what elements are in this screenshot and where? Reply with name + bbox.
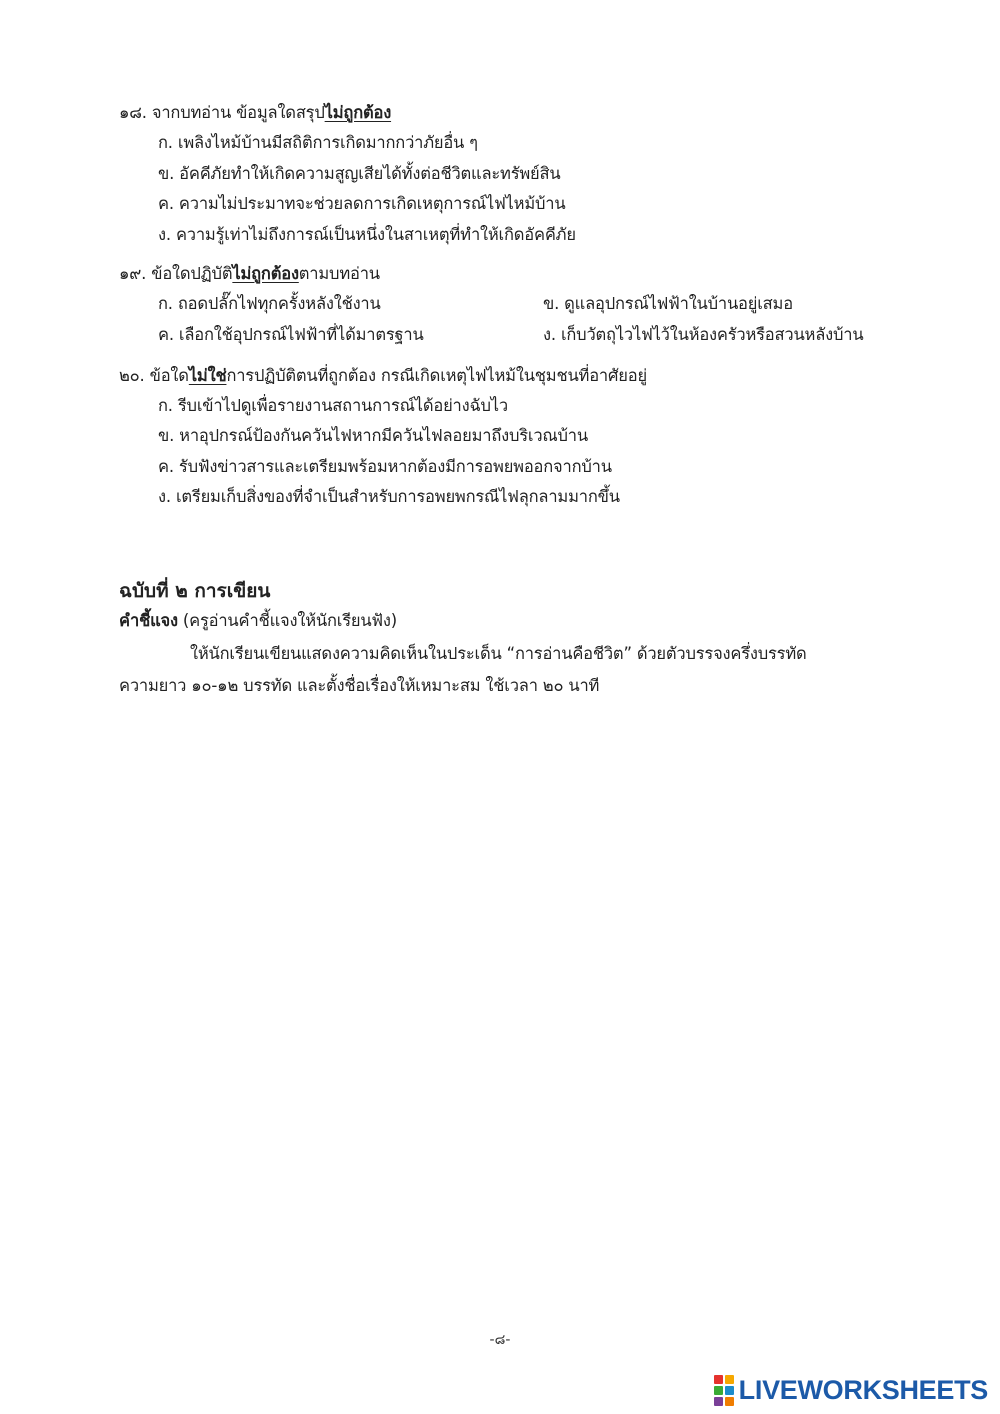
question-20-option-d: ง. เตรียมเก็บสิ่งของที่จำเป็นสำหรับการอพยพกรณีไฟลุกลามมากขึ้น xyxy=(158,487,620,506)
logo-block-1 xyxy=(714,1375,723,1384)
liveworksheets-brand xyxy=(714,1373,988,1407)
brand-name: LIVEWORKSHEETS xyxy=(738,1374,988,1405)
question-20-text: ๒๐. ข้อใด xyxy=(119,366,189,385)
instruction-label: คำชี้แจง xyxy=(119,611,178,630)
question-18-text: ๑๘. จากบทอ่าน ข้อมูลใดสรุป xyxy=(119,103,325,122)
logo-block-6 xyxy=(725,1397,734,1406)
question-18-option-c: ค. ความไม่ประมาทจะช่วยลดการเกิดเหตุการณ์ไฟไหม้บ้าน xyxy=(158,194,566,213)
logo-block-3 xyxy=(714,1386,723,1395)
question-19 xyxy=(119,263,380,285)
question-20-keyword: ไม่ใช่ xyxy=(188,366,227,385)
instruction-paragraph-line-1: ให้นักเรียนเขียนแสดงความคิดเห็นในประเด็น “การอ่านคือชีวิต” ด้วยตัวบรรจงครึ่งบรรทัด xyxy=(190,644,807,663)
logo-block-4 xyxy=(725,1386,734,1395)
liveworksheets-logo-icon xyxy=(714,1375,734,1406)
question-18-keyword: ไม่ถูกต้อง xyxy=(324,103,392,122)
question-20-option-b: ข. หาอุปกรณ์ป้องกันควันไฟหากมีควันไฟลอยมาถึงบริเวณบ้าน xyxy=(158,426,588,445)
question-18 xyxy=(119,102,391,124)
question-19-option-c: ค. เลือกใช้อุปกรณ์ไฟฟ้าที่ได้มาตรฐาน xyxy=(158,325,424,344)
question-18-option-b: ข. อัคคีภัยทำให้เกิดความสูญเสียได้ทั้งต่อชีวิตและทรัพย์สิน xyxy=(158,164,561,183)
instruction xyxy=(119,610,397,632)
question-19-text: ๑๙. ข้อใดปฏิบัติ xyxy=(119,264,233,283)
logo-block-2 xyxy=(725,1375,734,1384)
question-18-option-a: ก. เพลิงไหม้บ้านมีสถิติการเกิดมากกว่าภัยอื่น ๆ xyxy=(158,133,478,152)
question-20-option-a: ก. รีบเข้าไปดูเพื่อรายงานสถานการณ์ได้อย่างฉับไว xyxy=(158,396,508,415)
question-19-option-b: ข. ดูแลอุปกรณ์ไฟฟ้าในบ้านอยู่เสมอ xyxy=(543,294,793,313)
section-title: ฉบับที่ ๒ การเขียน xyxy=(119,580,271,602)
logo-block-5 xyxy=(714,1397,723,1406)
instruction-paragraph-line-2: ความยาว ๑๐-๑๒ บรรทัด และตั้งชื่อเรื่องให้เหมาะสม ใช้เวลา ๒๐ นาที xyxy=(119,676,600,695)
page-number: -๘- xyxy=(489,1332,511,1348)
question-20 xyxy=(119,365,647,387)
question-20-suffix: การปฏิบัติตนที่ถูกต้อง กรณีเกิดเหตุไฟไหม้ในชุมชนที่อาศัยอยู่ xyxy=(226,366,647,385)
instruction-note: (ครูอ่านคำชี้แจงให้นักเรียนฟัง) xyxy=(177,611,397,630)
question-18-option-d: ง. ความรู้เท่าไม่ถึงการณ์เป็นหนึ่งในสาเหตุที่ทำให้เกิดอัคคีภัย xyxy=(158,225,576,244)
question-19-suffix: ตามบทอ่าน xyxy=(298,264,380,283)
question-19-option-a: ก. ถอดปลั๊กไฟทุกครั้งหลังใช้งาน xyxy=(158,294,381,313)
question-19-keyword: ไม่ถูกต้อง xyxy=(232,264,299,283)
question-20-option-c: ค. รับฟังข่าวสารและเตรียมพร้อมหากต้องมีการอพยพออกจากบ้าน xyxy=(158,457,612,476)
question-19-option-d: ง. เก็บวัตถุไวไฟไว้ในห้องครัวหรือสวนหลังบ้าน xyxy=(543,325,864,344)
